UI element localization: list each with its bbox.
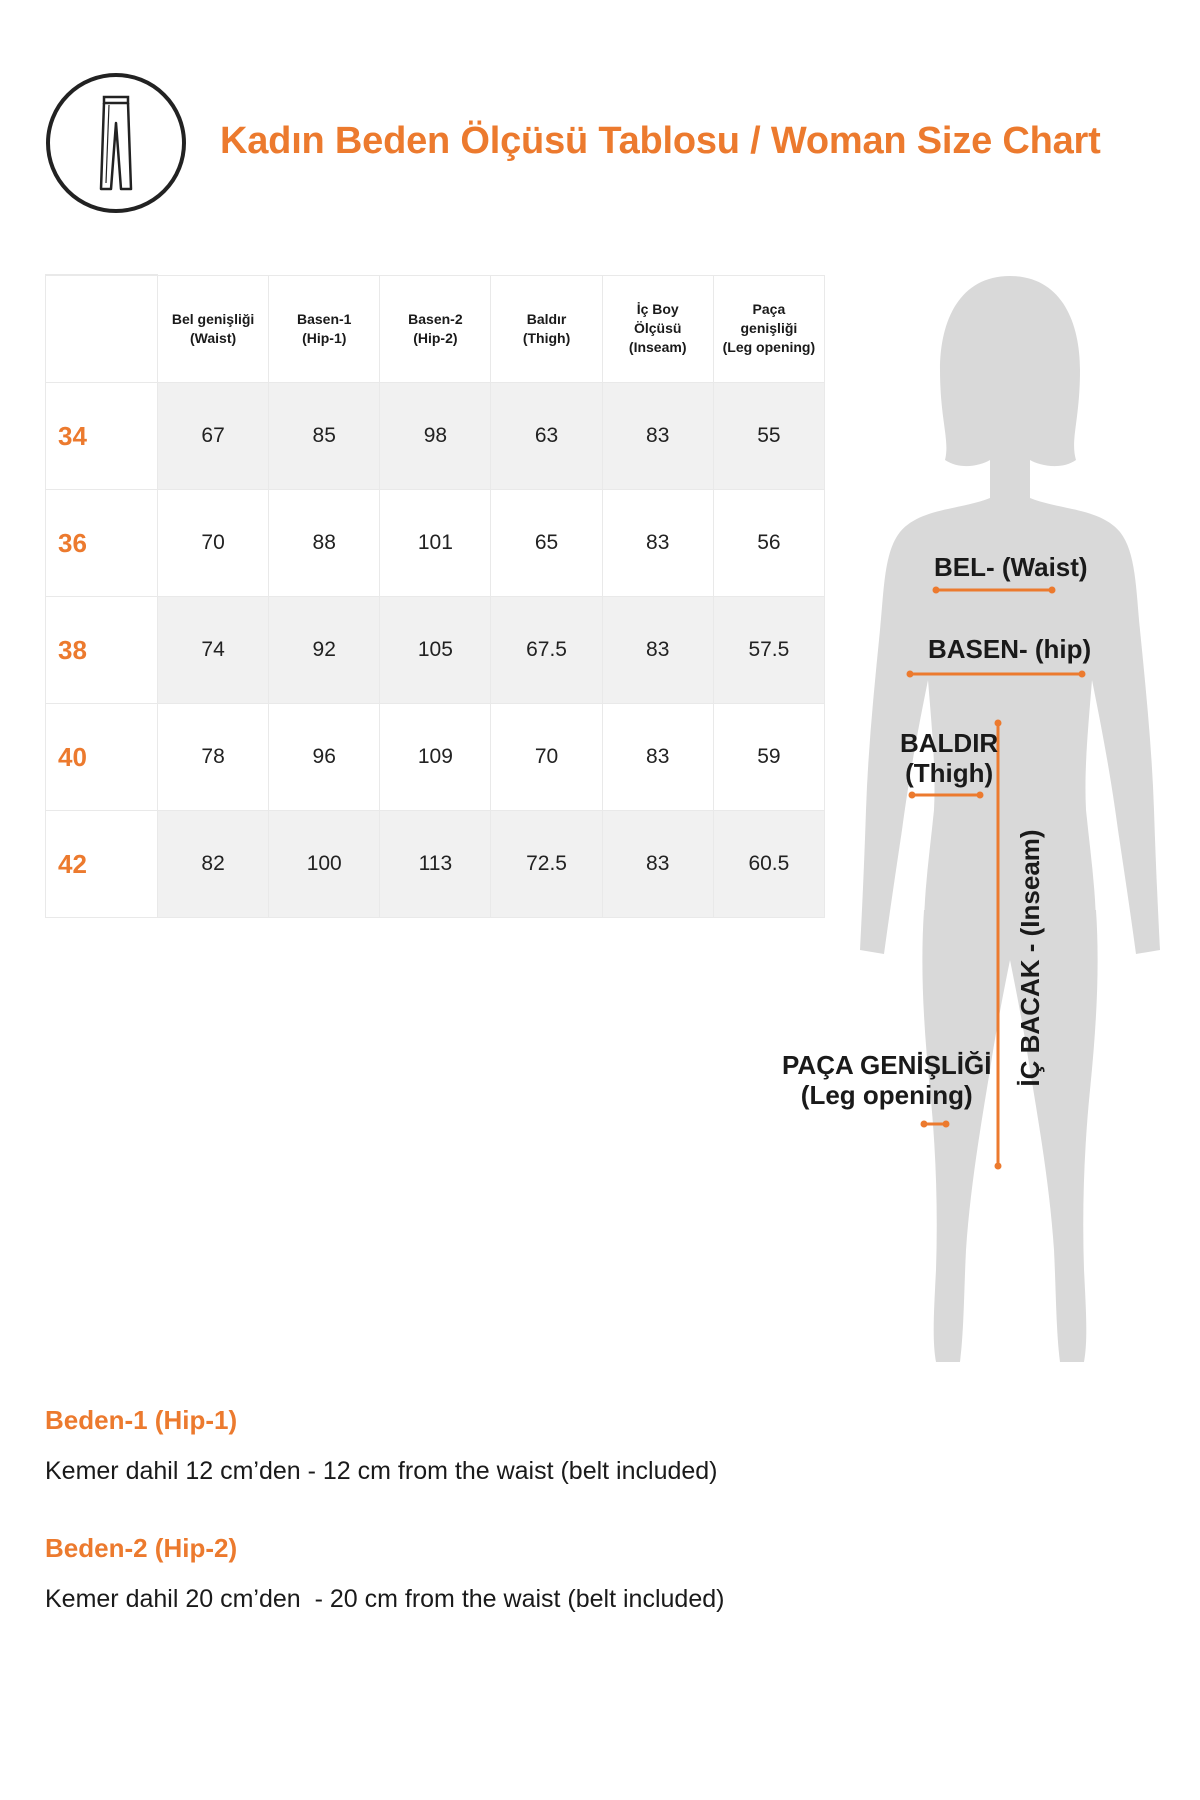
cell-leg-opening: 56: [713, 490, 824, 597]
size-label: 40: [46, 704, 158, 811]
female-silhouette-icon: [840, 270, 1180, 1380]
leggings-icon: [96, 93, 136, 193]
cell-leg-opening: 60.5: [713, 811, 824, 918]
table-row: [46, 811, 825, 918]
page-title: Kadın Beden Ölçüsü Tablosu / Woman Size Chart: [220, 120, 1101, 162]
column-header-waist: Bel genişliği (Waist): [158, 275, 269, 383]
cell-hip2: 105: [380, 597, 491, 704]
cell-hip2: 101: [380, 490, 491, 597]
cell-inseam: 83: [602, 490, 713, 597]
cell-hip1: 100: [269, 811, 380, 918]
table-corner-cell: [46, 275, 158, 383]
cell-hip1: 85: [269, 383, 380, 490]
cell-waist: 74: [158, 597, 269, 704]
cell-hip2: 109: [380, 704, 491, 811]
cell-hip1: 96: [269, 704, 380, 811]
cell-thigh: 70: [491, 704, 602, 811]
column-header-hip1: Basen-1 (Hip-1): [269, 275, 380, 383]
size-label: 42: [46, 811, 158, 918]
size-label: 36: [46, 490, 158, 597]
thigh-label: BALDIR (Thigh): [900, 728, 999, 788]
leg-opening-label: PAÇA GENİŞLİĞİ (Leg opening): [782, 1050, 992, 1110]
cell-waist: 78: [158, 704, 269, 811]
cell-waist: 67: [158, 383, 269, 490]
column-header-leg-opening: Paça genişliği (Leg opening): [713, 275, 824, 383]
size-label: 38: [46, 597, 158, 704]
cell-thigh: 67.5: [491, 597, 602, 704]
cell-thigh: 72.5: [491, 811, 602, 918]
cell-thigh: 65: [491, 490, 602, 597]
cell-inseam: 83: [602, 597, 713, 704]
column-header-thigh: Baldır (Thigh): [491, 275, 602, 383]
cell-inseam: 83: [602, 383, 713, 490]
leggings-logo: [46, 73, 186, 213]
table-row: [46, 490, 825, 597]
cell-inseam: 83: [602, 704, 713, 811]
note-title-hip2: Beden-2 (Hip-2): [45, 1533, 238, 1563]
cell-hip2: 113: [380, 811, 491, 918]
size-chart-table: [45, 274, 825, 918]
cell-leg-opening: 59: [713, 704, 824, 811]
table-row: [46, 597, 825, 704]
cell-waist: 82: [158, 811, 269, 918]
table-header-row: [46, 275, 825, 383]
cell-thigh: 63: [491, 383, 602, 490]
cell-waist: 70: [158, 490, 269, 597]
cell-hip1: 92: [269, 597, 380, 704]
note-title-hip1: Beden-1 (Hip-1): [45, 1405, 238, 1435]
body-measurement-figure: [782, 270, 1180, 1380]
hip-label: BASEN- (hip): [928, 634, 1092, 664]
cell-leg-opening: 55: [713, 383, 824, 490]
cell-inseam: 83: [602, 811, 713, 918]
cell-hip2: 98: [380, 383, 491, 490]
note-text-hip2: Kemer dahil 20 cm’den - 20 cm from the waist (belt included): [45, 1585, 725, 1613]
table-row: [46, 383, 825, 490]
cell-hip1: 88: [269, 490, 380, 597]
column-header-hip2: Basen-2 (Hip-2): [380, 275, 491, 383]
inseam-label: İÇ BACAK - (Inseam): [1015, 829, 1045, 1087]
note-text-hip1: Kemer dahil 12 cm’den - 12 cm from the waist (belt included): [45, 1457, 718, 1485]
size-label: 34: [46, 383, 158, 490]
table-row: [46, 704, 825, 811]
waist-label: BEL- (Waist): [934, 552, 1088, 582]
cell-leg-opening: 57.5: [713, 597, 824, 704]
column-header-inseam: İç Boy Ölçüsü (Inseam): [602, 275, 713, 383]
